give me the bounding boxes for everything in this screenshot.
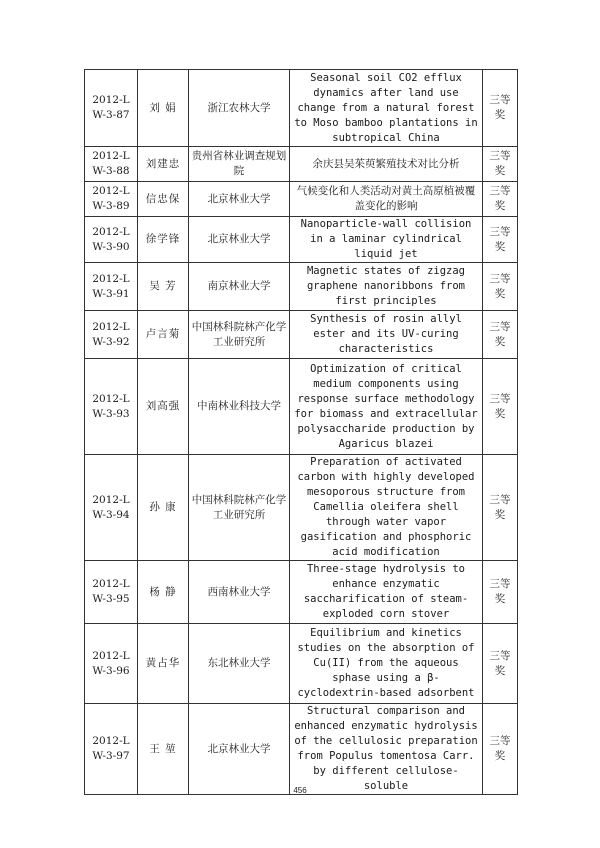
paper-title: Synthesis of rosin allyl ester and its UV-curing characteristics: [290, 311, 483, 359]
affiliation: 南京林业大学: [189, 263, 290, 311]
award-grade: 三等奖: [483, 70, 518, 147]
table-row: [85, 311, 518, 359]
table-row: [85, 217, 518, 263]
page-number: 456: [293, 786, 307, 795]
award-grade: 三等奖: [483, 561, 518, 624]
winner-name: 吴 芳: [138, 263, 189, 311]
affiliation: 中国林科院林产化学工业研究所: [189, 455, 290, 561]
table-row: [85, 624, 518, 704]
affiliation: 西南林业大学: [189, 561, 290, 624]
award-grade: 三等奖: [483, 704, 518, 795]
winner-name: 信忠保: [138, 182, 189, 217]
award-id: 2012-L W-3-92: [85, 311, 138, 359]
table-row: [85, 704, 518, 795]
award-grade: 三等奖: [483, 217, 518, 263]
award-id: 2012-L W-3-87: [85, 70, 138, 147]
affiliation: 中南林业科技大学: [189, 359, 290, 455]
table-row: [85, 561, 518, 624]
paper-title: Three-stage hydrolysis to enhance enzymatic saccharification of steam-exploded corn stover: [290, 561, 483, 624]
winner-name: 孙 康: [138, 455, 189, 561]
affiliation: 北京林业大学: [189, 182, 290, 217]
award-id: 2012-L W-3-96: [85, 624, 138, 704]
award-id: 2012-L W-3-89: [85, 182, 138, 217]
award-id: 2012-L W-3-97: [85, 704, 138, 795]
paper-title: Structural comparison and enhanced enzymatic hydrolysis of the cellulosic preparation from Populus tomentosa Carr. by different cellulose-soluble: [290, 704, 483, 795]
award-id: 2012-L W-3-93: [85, 359, 138, 455]
award-id: 2012-L W-3-90: [85, 217, 138, 263]
winner-name: 杨 静: [138, 561, 189, 624]
table-row: [85, 263, 518, 311]
paper-title: Magnetic states of zigzag graphene nanoribbons from first principles: [290, 263, 483, 311]
awards-table: [84, 69, 518, 795]
table-row: [85, 147, 518, 182]
affiliation: 东北林业大学: [189, 624, 290, 704]
paper-title: Seasonal soil CO2 efflux dynamics after land use change from a natural forest to Moso bamboo plantations in subtropical China: [290, 70, 483, 147]
award-grade: 三等奖: [483, 455, 518, 561]
award-id: 2012-L W-3-91: [85, 263, 138, 311]
winner-name: 徐学锋: [138, 217, 189, 263]
affiliation: 中国林科院林产化学工业研究所: [189, 311, 290, 359]
paper-title: Nanoparticle-wall collision in a laminar cylindrical liquid jet: [290, 217, 483, 263]
affiliation: 贵州省林业调查规划院: [189, 147, 290, 182]
paper-title: 余庆县吴茱萸繁殖技术对比分析: [290, 147, 483, 182]
award-id: 2012-L W-3-95: [85, 561, 138, 624]
paper-title: Optimization of critical medium components using response surface methodology for biomass and extracellular polysaccharide production by Agaricus blazei: [290, 359, 483, 455]
award-grade: 三等奖: [483, 182, 518, 217]
award-id: 2012-L W-3-88: [85, 147, 138, 182]
affiliation: 浙江农林大学: [189, 70, 290, 147]
table-row: [85, 455, 518, 561]
table-row: [85, 70, 518, 147]
affiliation: 北京林业大学: [189, 217, 290, 263]
paper-title: Equilibrium and kinetics studies on the absorption of Cu(II) from the aqueous sphase using a β-cyclodextrin-based adsorbent: [290, 624, 483, 704]
table-row: [85, 359, 518, 455]
winner-name: 刘高强: [138, 359, 189, 455]
affiliation: 北京林业大学: [189, 704, 290, 795]
winner-name: 黄占华: [138, 624, 189, 704]
winner-name: 刘建忠: [138, 147, 189, 182]
paper-title: 气候变化和人类活动对黄土高原植被覆盖变化的影响: [290, 182, 483, 217]
award-grade: 三等奖: [483, 263, 518, 311]
winner-name: 刘 娟: [138, 70, 189, 147]
paper-title: Preparation of activated carbon with highly developed mesoporous structure from Camellia oleifera shell through water vapor gasification and phosphoric acid modification: [290, 455, 483, 561]
award-grade: 三等奖: [483, 311, 518, 359]
winner-name: 王 堃: [138, 704, 189, 795]
table-row: [85, 182, 518, 217]
award-id: 2012-L W-3-94: [85, 455, 138, 561]
award-grade: 三等奖: [483, 624, 518, 704]
winner-name: 卢言菊: [138, 311, 189, 359]
award-grade: 三等奖: [483, 359, 518, 455]
award-grade: 三等奖: [483, 147, 518, 182]
